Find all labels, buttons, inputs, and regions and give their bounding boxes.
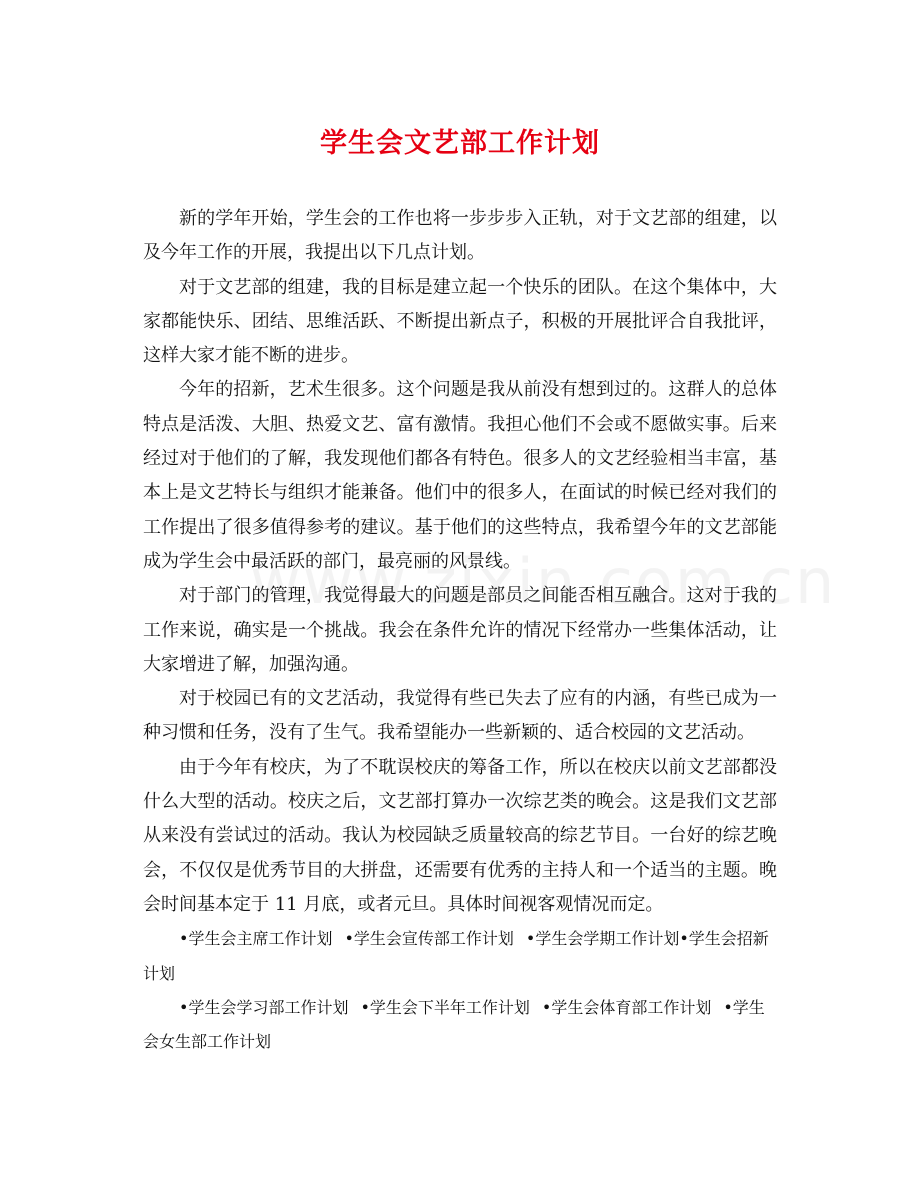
paragraph: 由于今年有校庆，为了不耽误校庆的筹备工作，所以在校庆以前文艺部都没什么大型的活动。校庆之后，文艺部打算办一次综艺类的晚会。这是我们文艺部从来没有尝试过的活动。我认为校园缺乏质量较高的综艺节目。一台好的综艺晚会，不仅仅是优秀节目的大拼盘，还需要有优秀的主持人和一个适当的主题。晚会时间基本定于 11 月底，或者元旦。具体时间视客观情况而定。 xyxy=(143,756,777,915)
related-link[interactable]: •学生会学期工作计划 xyxy=(525,929,680,949)
paragraph: 对于校园已有的文艺活动，我觉得有些已失去了应有的内涵，有些已成为一种习惯和任务，没有了生气。我希望能办一些新颖的、适合校园的文艺活动。 xyxy=(143,688,777,744)
page-title: 学生会文艺部工作计划 xyxy=(320,128,600,159)
related-link[interactable]: •学生会宣传部工作计划 xyxy=(344,929,514,949)
paragraph: 对于文艺部的组建，我的目标是建立起一个快乐的团队。在这个集体中，大家都能快乐、团结、思维活跃、不断提出新点子，积极的开展批评合自我批评，这样大家才能不断的进步。 xyxy=(143,276,777,367)
related-links-row xyxy=(143,991,777,1060)
related-link[interactable]: •学生会下半年工作计划 xyxy=(360,997,530,1017)
related-link[interactable]: •学生会女生部工作计划 xyxy=(143,997,765,1052)
related-link[interactable]: •学生会招新计划 xyxy=(143,929,769,983)
paragraph: 对于部门的管理，我觉得最大的问题是部员之间能否相互融合。这对于我的工作来说，确实是一个挑战。我会在条件允许的情况下经常办一些集体活动，让大家增进了解，加强沟通。 xyxy=(143,585,777,675)
related-link[interactable]: •学生会体育部工作计划 xyxy=(541,997,712,1017)
paragraph: 新的学年开始，学生会的工作也将一步步步入正轨，对于文艺部的组建，以及今年工作的开展，我提出以下几点计划。 xyxy=(143,208,777,264)
related-links-row xyxy=(143,922,777,991)
paragraph: 今年的招新，艺术生很多。这个问题是我从前没有想到过的。这群人的总体特点是活泼、大胆、热爱文艺、富有激情。我担心他们不会或不愿做实事。后来经过对于他们的了解，我发现他们都各有特色。很多人的文艺经验相当丰富，基本上是文艺特长与组织才能兼备。他们中的很多人，在面试的时候已经对我们的工作提出了很多值得参考的建议。基于他们的这些特点，我希望今年的文艺部能成为学生会中最活跃的部门，最亮丽的风景线。 xyxy=(143,379,777,572)
related-link[interactable]: •学生会主席工作计划 xyxy=(179,929,333,949)
related-link[interactable]: •学生会学习部工作计划 xyxy=(179,997,349,1017)
document-body xyxy=(143,202,777,1059)
